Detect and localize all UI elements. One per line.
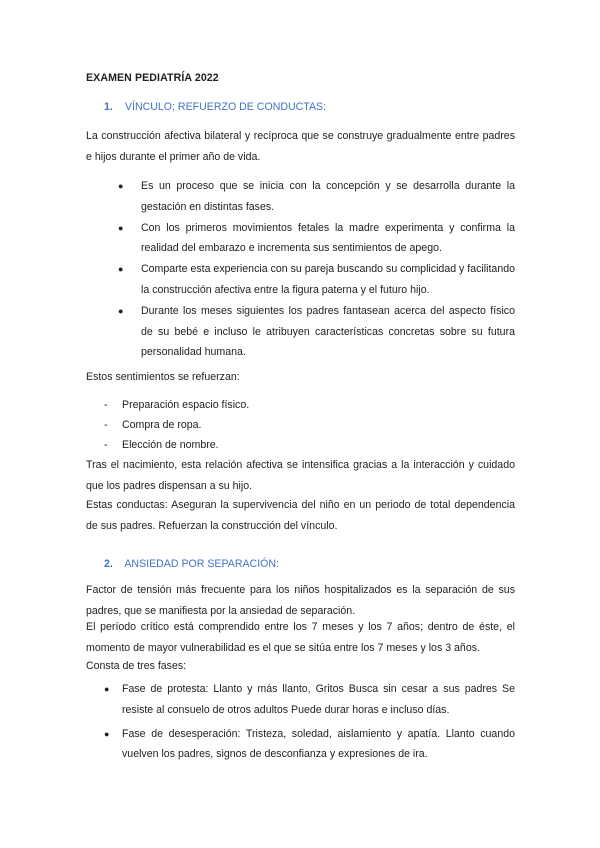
- phase-text: Fase de desesperación: Tristeza, soledad, aislamiento y apatía. Llanto cuando vuelven los padres, signos de desconfianza y expresiones de ira.: [122, 727, 515, 761]
- after-birth-paragraph: Tras el nacimiento, esta relación afectiva se intensifica gracias a la interacción y cuidado que los padres dispensan a su hijo.: [86, 459, 515, 492]
- section-1-intro: La construcción afectiva bilateral y recíproca que se construye gradualmente entre padres e hijos durante el primer año de vida.: [86, 130, 515, 163]
- critical-period-paragraph: El período crítico está comprendido entre los 7 meses y los 7 años; dentro de éste, el momento de mayor vulnerabilidad es el que se sitúa entre los 7 meses y los 3 años.: [86, 621, 515, 654]
- section-2-intro: Factor de tensión más frecuente para los niños hospitalizados es la separación de sus padres, que se manifiesta por la ansiedad de separación.: [86, 584, 515, 617]
- dash-text: Preparación espacio físico.: [122, 399, 250, 411]
- bullet-text: Con los primeros movimientos fetales la madre experimenta y confirma la realidad del embarazo e incrementa sus sentimientos de apego.: [141, 221, 515, 255]
- bullet-icon: ●: [118, 305, 124, 316]
- dash-icon: -: [104, 439, 108, 451]
- dash-text: Compra de ropa.: [122, 419, 202, 431]
- bullet-icon: ●: [118, 264, 124, 275]
- phase-item: [104, 679, 515, 721]
- dash-item: [104, 415, 249, 435]
- section-1-number: 1.: [104, 101, 113, 113]
- bullet-text: Comparte esta experiencia con su pareja buscando su complicidad y facilitando la construcción afectiva entre la figura paterna y el futuro hijo.: [141, 263, 515, 296]
- bullet-icon: ●: [104, 684, 110, 694]
- bullet-item: [118, 301, 515, 363]
- section-2-number: 2.: [104, 558, 113, 570]
- dash-item: [104, 395, 249, 415]
- conducts-paragraph: Estas conductas: Aseguran la supervivencia del niño en un periodo de total dependencia de sus padres. Refuerzan la construcción del vínculo.: [86, 499, 515, 532]
- section-1-heading: [104, 101, 326, 113]
- reinforce-dash-list: [104, 395, 249, 455]
- bullet-item: [118, 176, 515, 218]
- document-title: EXAMEN PEDIATRÍA 2022: [86, 72, 219, 84]
- reinforce-label: Estos sentimientos se refuerzan:: [86, 371, 240, 383]
- bullet-icon: ●: [118, 222, 124, 233]
- bullet-text: Es un proceso que se inicia con la concepción y se desarrolla durante la gestación en distintas fases.: [141, 180, 515, 213]
- phase-item: [104, 724, 515, 766]
- dash-icon: -: [104, 419, 108, 431]
- bullet-item: [118, 259, 515, 301]
- section-2-title: ANSIEDAD POR SEPARACIÓN:: [124, 558, 279, 570]
- bullet-item: [118, 218, 515, 260]
- dash-icon: -: [104, 399, 108, 411]
- bullet-icon: ●: [104, 728, 110, 739]
- bullet-icon: ●: [118, 181, 124, 191]
- bullet-text: Durante los meses siguientes los padres fantasean acerca del aspecto físico de su bebé e incluso le atribuyen características concretas sobre su futura personalidad humana.: [141, 304, 515, 359]
- section-2-heading: [104, 558, 279, 570]
- dash-item: [104, 435, 249, 455]
- phase-text: Fase de protesta: Llanto y más llanto, Gritos Busca sin cesar a sus padres Se resiste al consuelo de otros adultos Puede durar horas e incluso días.: [122, 683, 515, 716]
- phases-bullet-list: [104, 679, 515, 765]
- section-1-title: VÍNCULO; REFUERZO DE CONDUCTAS:: [124, 101, 327, 113]
- section-1-bullet-list: [118, 176, 515, 363]
- dash-text: Elección de nombre.: [122, 439, 219, 451]
- phases-label: Consta de tres fases:: [86, 660, 187, 672]
